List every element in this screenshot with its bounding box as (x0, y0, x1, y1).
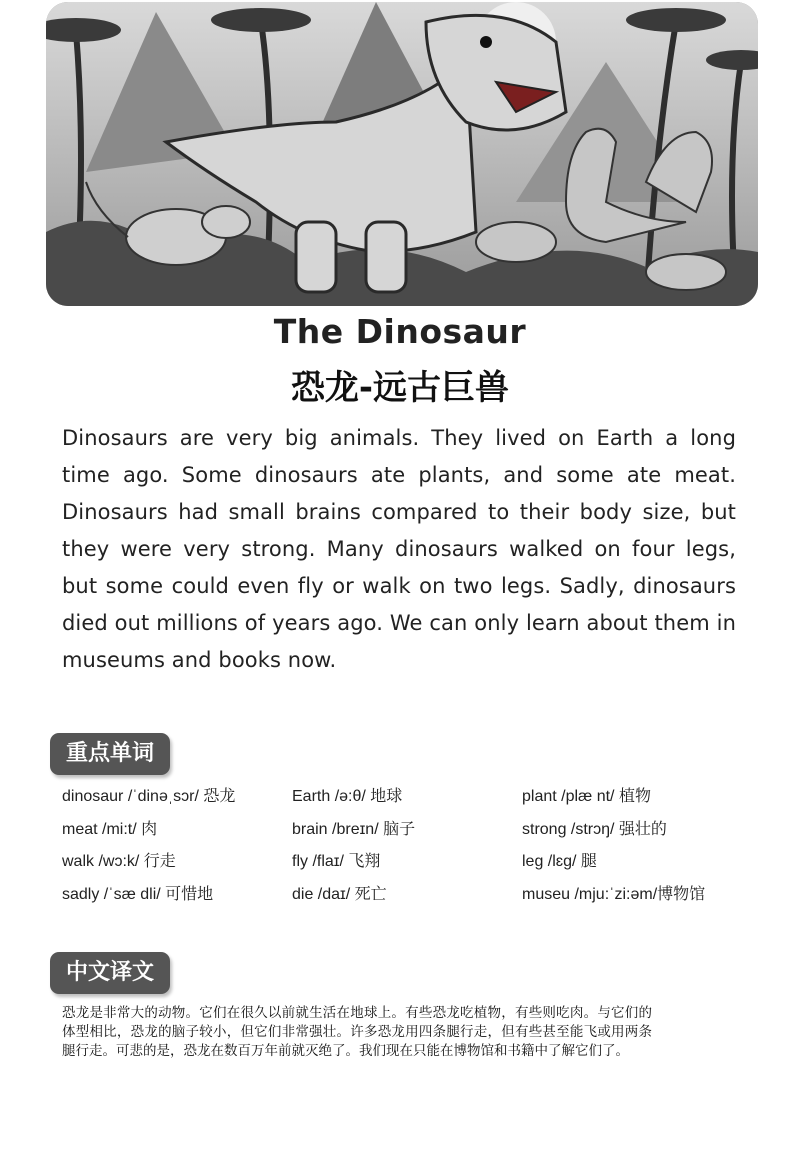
hero-image (46, 2, 758, 306)
vocab-item: leg /lɛg/ 腿 (522, 853, 597, 870)
vocabulary-list (62, 784, 762, 914)
title-english: The Dinosaur (273, 312, 527, 351)
chinese-translation: 恐龙是非常大的动物。它们在很久以前就生活在地球上。有些恐龙吃植物，有些则吃肉。与它们的体型相比，恐龙的脑子较小，但它们非常强壮。许多恐龙用四条腿行走，但有些甚至能飞或用两条腿行走。可悲的是，恐龙在数百万年前就灭绝了。我们现在只能在博物馆和书籍中了解它们了。 (62, 1005, 652, 1059)
reading-passage: Dinosaurs are very big animals. They lived on Earth a long time ago. Some dinosaurs ate plants, and some ate meat. Dinosaurs had small brains compared to their body size, but they were very strong. Many dinosaurs walked on four legs, but some could even fly or walk on two legs. Sadly, dinosaurs died out millions of years ago. We can only learn about them in museums and books now. (62, 426, 736, 672)
vocab-item: strong /strɔŋ/ 强壮的 (522, 820, 667, 838)
dinosaur-illustration (46, 2, 758, 306)
vocab-item: sadly /ˈsæ dli/ 可惜地 (62, 885, 214, 903)
vocab-item: plant /plæ nt/ 植物 (522, 788, 651, 805)
vocabulary-heading: 重点单词 (50, 733, 170, 775)
vocab-item: Earth /ə:θ/ 地球 (292, 788, 403, 805)
vocab-item: meat /mi:t/ 肉 (62, 820, 158, 838)
vocab-item: dinosaur /ˈdinəˌsɔr/ 恐龙 (62, 788, 236, 805)
vocab-item: museu /mju:ˈzi:əm/博物馆 (522, 885, 706, 903)
vocab-item: die /daɪ/ 死亡 (292, 885, 387, 903)
translation-heading: 中文译文 (50, 952, 170, 994)
vocab-item: walk /wɔ:k/ 行走 (62, 853, 176, 870)
vocab-item: brain /breɪn/ 脑子 (292, 820, 416, 838)
title-chinese: 恐龙-远古巨兽 (290, 368, 510, 408)
vocab-item: fly /flaɪ/ 飞翔 (292, 853, 381, 870)
